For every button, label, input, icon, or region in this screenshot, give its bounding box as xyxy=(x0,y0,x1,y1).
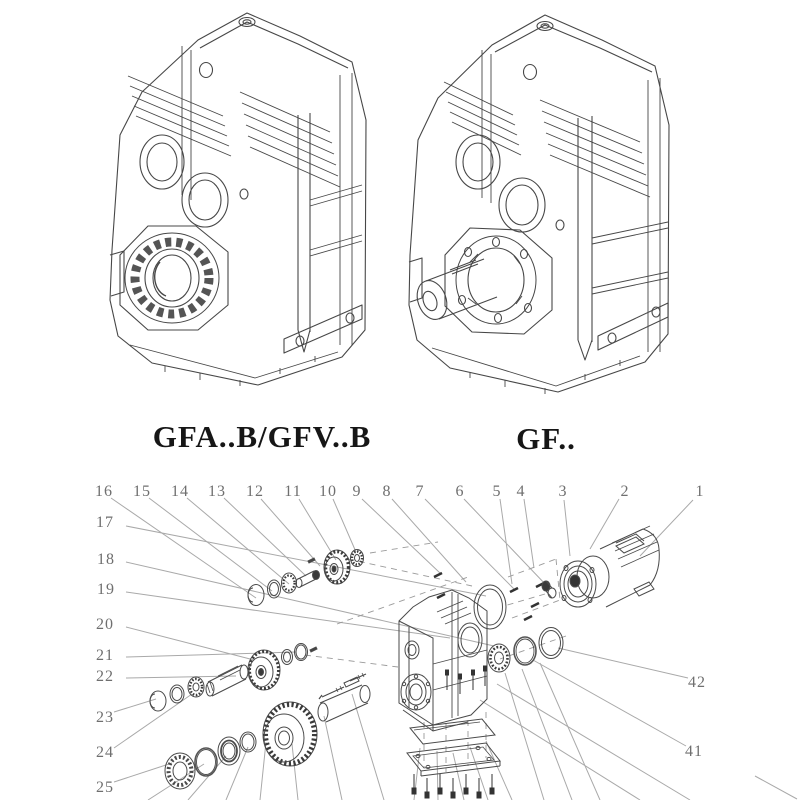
callout-13: 13 xyxy=(208,483,226,500)
callout-17: 17 xyxy=(96,514,114,531)
fins-left-patch xyxy=(128,76,340,187)
base-cover-parts xyxy=(407,666,500,798)
hollow-shaft-bearing xyxy=(120,226,228,330)
callout-6: 6 xyxy=(455,483,465,500)
output-flange xyxy=(445,228,552,334)
callout-18: 18 xyxy=(97,551,115,568)
callout-19: 19 xyxy=(97,581,115,598)
fins-right-patch xyxy=(444,82,650,197)
model-label-gf: GF.. xyxy=(516,421,576,456)
model-label-gfab-gfvb: GFA..B/GFV..B xyxy=(152,419,372,454)
callout-1: 1 xyxy=(695,483,705,500)
electric-motor xyxy=(560,526,659,607)
callout-8: 8 xyxy=(382,483,392,500)
callout-11: 11 xyxy=(284,483,302,500)
motor-pinion xyxy=(542,581,556,598)
callout-20: 20 xyxy=(96,616,114,633)
callout-12: 12 xyxy=(246,483,264,500)
output-shaft xyxy=(412,259,497,324)
callout-25: 25 xyxy=(96,779,114,796)
callout-7: 7 xyxy=(415,483,425,500)
callout-14: 14 xyxy=(171,483,189,500)
callout-24: 24 xyxy=(96,744,114,761)
flange-bolts xyxy=(434,573,544,620)
callout-16: 16 xyxy=(95,483,113,500)
input-shaft-parts xyxy=(248,550,364,606)
gearbox-foot-mounted-drawing xyxy=(409,15,669,394)
callout-15: 15 xyxy=(133,483,151,500)
clamp-band-right xyxy=(598,303,668,350)
callout-3: 3 xyxy=(558,483,568,500)
gearbox-shaft-mounted-drawing xyxy=(110,13,366,386)
clamp-band xyxy=(284,305,362,353)
callout-9: 9 xyxy=(352,483,362,500)
callout-5: 5 xyxy=(492,483,502,500)
callout-10: 10 xyxy=(319,483,337,500)
input-bores-right xyxy=(456,135,545,232)
output-shaft-parts xyxy=(165,673,370,789)
flange-gasket xyxy=(474,585,506,629)
callout-4: 4 xyxy=(516,483,526,500)
callout-42: 42 xyxy=(688,674,706,691)
callout-41: 41 xyxy=(685,743,703,760)
callout-23: 23 xyxy=(96,709,114,726)
callout-2: 2 xyxy=(620,483,630,500)
callout-22: 22 xyxy=(96,668,114,685)
output-side-rings xyxy=(488,628,563,673)
callout-21: 21 xyxy=(96,647,114,664)
